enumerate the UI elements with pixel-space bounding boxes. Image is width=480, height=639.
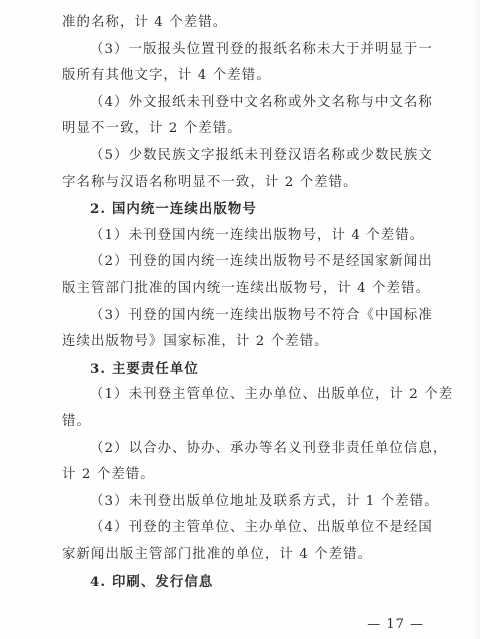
section-heading-2: 2. 国内统一连续出版物号 bbox=[90, 201, 257, 218]
page-edge-shadow bbox=[474, 0, 480, 639]
text-line-3-3: （3）未刊登出版单位地址及联系方式，计 1 个差错。 bbox=[90, 493, 439, 509]
text-line-3-1: （1）未刊登主管单位、主办单位、出版单位，计 2 个差 bbox=[90, 387, 454, 403]
text-line-2-2: （2）刊登的国内统一连续出版物号不是经国家新闻出 bbox=[90, 254, 433, 270]
text-line-2-1: （1）未刊登国内统一连续出版物号，计 4 个差错。 bbox=[90, 227, 425, 243]
text-line-item-3-cont: 版所有其他文字，计 4 个差错。 bbox=[62, 68, 271, 84]
text-line-item-4: （4）外文报纸未刊登中文名称或外文名称与中文名称 bbox=[90, 94, 433, 110]
text-line-2-2-cont: 版主管部门批准的国内统一连续出版物号，计 4 个差错。 bbox=[62, 281, 431, 296]
text-line-3-4: （4）刊登的主管单位、主办单位、出版单位不是经国 bbox=[90, 520, 433, 536]
text-line-item-5-cont: 字名称与汉语名称明显不一致，计 2 个差错。 bbox=[62, 174, 358, 190]
text-line-2-3-cont: 连续出版物号》国家标准，计 2 个差错。 bbox=[62, 334, 329, 350]
section-heading-4: 4. 印刷、发行信息 bbox=[90, 573, 214, 590]
text-line-2-3: （3）刊登的国内统一连续出版物号不符合《中国标准 bbox=[90, 307, 433, 323]
text-line-3-1-cont: 错。 bbox=[62, 414, 91, 429]
text-line-3-4-cont: 家新闻出版主管部门批准的单位，计 4 个差错。 bbox=[62, 547, 373, 562]
text-line-item-5: （5）少数民族文字报纸未刊登汉语名称或少数民族文 bbox=[90, 148, 433, 163]
text-line-item-4-cont: 明显不一致，计 2 个差错。 bbox=[62, 121, 242, 137]
page-number: — 17 — bbox=[367, 617, 424, 632]
text-line-continuation: 准的名称，计 4 个差错。 bbox=[62, 15, 228, 30]
text-line-item-3: （3）一版报头位置刊登的报纸名称未大于并明显于一 bbox=[90, 41, 433, 57]
text-line-3-2-cont: 计 2 个差错。 bbox=[62, 467, 155, 483]
text-line-3-2: （2）以合办、协办、承办等名义刊登非责任单位信息， bbox=[90, 440, 448, 456]
section-heading-3: 3. 主要责任单位 bbox=[90, 360, 199, 377]
